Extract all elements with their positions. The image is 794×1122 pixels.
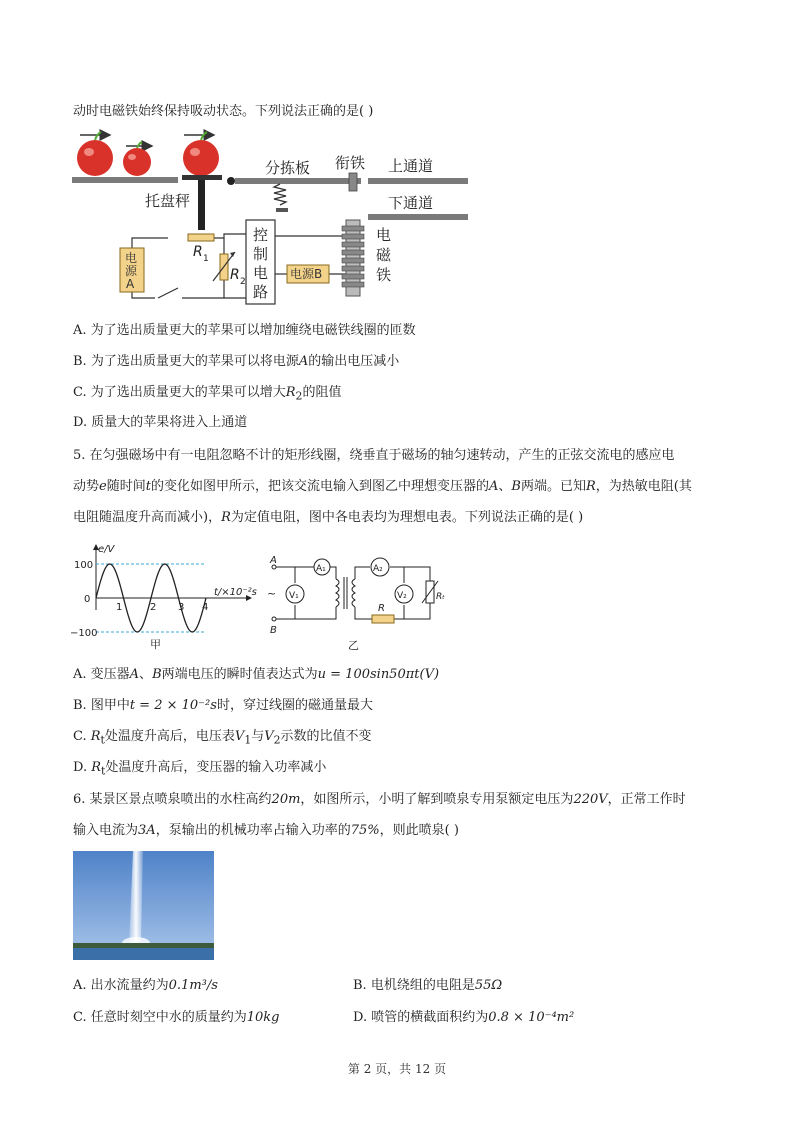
apple-icon bbox=[183, 132, 219, 176]
x-tick-label: 2 bbox=[150, 602, 157, 613]
q5-option-b: B. 图甲中t = 2 × 10⁻²s时，穿过线圈的磁通量最大 bbox=[73, 698, 373, 713]
q4-stem-tail: 动时电磁铁始终保持吸动状态。下列说法正确的是( ) bbox=[73, 104, 374, 119]
x-axis-label: t/×10⁻²s bbox=[214, 587, 257, 598]
x-tick-label: 1 bbox=[116, 602, 123, 613]
svg-text:V₁: V₁ bbox=[289, 591, 299, 601]
left-conveyor bbox=[72, 177, 178, 183]
svg-text:控: 控 bbox=[253, 226, 269, 244]
svg-text:V₂: V₂ bbox=[397, 591, 407, 601]
q4-option-d: D. 质量大的苹果将进入上通道 bbox=[73, 415, 248, 430]
svg-text:A: A bbox=[126, 277, 135, 291]
q6-option-a: A. 出水流量约为0.1m³/s bbox=[73, 978, 218, 993]
upper-channel bbox=[368, 178, 468, 184]
fountain-photo bbox=[73, 851, 214, 960]
label-armature: 衔铁 bbox=[335, 154, 366, 172]
y-axis-label: e/V bbox=[98, 544, 115, 555]
svg-text:A₁: A₁ bbox=[316, 564, 326, 574]
y-tick-label: 0 bbox=[84, 594, 91, 605]
electromagnet bbox=[342, 220, 364, 296]
x-tick-label: 4 bbox=[202, 602, 209, 613]
label-lower: 下通道 bbox=[388, 194, 434, 212]
svg-text:1: 1 bbox=[203, 254, 209, 264]
q4-option-b: B. 为了选出质量更大的苹果可以将电源A的输出电压减小 bbox=[73, 354, 400, 369]
apple-icon bbox=[77, 132, 113, 176]
q5-option-a: A. 变压器A、B两端电压的瞬时值表达式为u = 100sin50πt(V) bbox=[73, 667, 440, 682]
tray-scale-post bbox=[198, 180, 205, 230]
terminal-a-label: A bbox=[270, 555, 277, 566]
lower-channel bbox=[368, 214, 468, 220]
label-upper: 上通道 bbox=[388, 157, 434, 175]
label-source-b: 电源B bbox=[290, 267, 323, 281]
q5-option-c: C. $R_t$处温度升高后，电压表$V_1$与$V_2$示数的比值不变 bbox=[73, 729, 372, 747]
svg-text:路: 路 bbox=[253, 283, 269, 301]
ac-symbol: ~ bbox=[267, 587, 277, 600]
q6-option-d: D. 喷管的横截面积约为0.8 × 10⁻⁴m² bbox=[353, 1010, 575, 1025]
label-sorter: 分拣板 bbox=[265, 159, 311, 177]
q5-stem-line2: 动势e随时间t的变化如图甲所示，把该交流电输入到图乙中理想变压器的A、B两端。已知R，为热敏电阻(其 bbox=[73, 479, 692, 494]
svg-text:铁: 铁 bbox=[376, 266, 392, 284]
tray-scale-plate bbox=[182, 175, 222, 180]
q4-apple-sorter-figure bbox=[70, 126, 480, 306]
svg-text:电: 电 bbox=[376, 226, 392, 244]
svg-text:2: 2 bbox=[240, 277, 246, 287]
svg-text:制: 制 bbox=[253, 245, 269, 263]
q6-stem-line1: 6. 某景区景点喷泉喷出的水柱高约20m，如图所示，小明了解到喷泉专用泵额定电压为220V，正常工作时 bbox=[73, 792, 686, 807]
terminal-b-label: B bbox=[270, 625, 277, 636]
label-tray: 托盘秤 bbox=[145, 192, 191, 210]
circuit-caption: 乙 bbox=[348, 639, 359, 652]
sorter-pivot bbox=[227, 177, 235, 185]
q5-sine-chart bbox=[70, 540, 260, 652]
spring-base bbox=[276, 208, 288, 212]
svg-text:磁: 磁 bbox=[376, 246, 392, 264]
q6-option-c: C. 任意时刻空中水的质量约为10kg bbox=[73, 1010, 280, 1025]
y-tick-label: −100 bbox=[70, 628, 98, 639]
resistor-r1 bbox=[188, 234, 214, 241]
y-tick-label: 100 bbox=[74, 560, 94, 571]
svg-text:A₂: A₂ bbox=[373, 564, 383, 574]
q5-stem-line1: 5. 在匀强磁场中有一电阻忽略不计的矩形线圈，绕垂直于磁场的轴匀速转动，产生的正弦交流电的感应电 bbox=[73, 448, 675, 463]
armature bbox=[349, 173, 357, 191]
q6-option-b: B. 电机绕组的电阻是55Ω bbox=[353, 978, 503, 993]
q4-option-a: A. 为了选出质量更大的苹果可以增加缠绕电磁铁线圈的匝数 bbox=[73, 323, 416, 338]
q5-stem-line3: 电阻随温度升高而减小)，R为定值电阻，图中各电表均为理想电表。下列说法正确的是( ) bbox=[73, 510, 584, 525]
page-footer: 第 2 页，共 12 页 bbox=[347, 1062, 447, 1076]
x-tick-label: 3 bbox=[178, 602, 185, 613]
thermistor-rt-label: Rₜ bbox=[436, 592, 445, 602]
q5-transformer-circuit bbox=[262, 553, 452, 653]
apple-icon bbox=[123, 142, 151, 176]
q4-option-c: C. 为了选出质量更大的苹果可以增大$R_2$的阻值 bbox=[73, 385, 342, 403]
spring-icon bbox=[274, 184, 286, 205]
label-r2: R bbox=[230, 267, 240, 283]
q5-option-d: D. $R_t$处温度升高后，变压器的输入功率减小 bbox=[73, 760, 327, 778]
label-r1: R bbox=[193, 244, 203, 260]
resistor-r-label: R bbox=[378, 603, 385, 614]
resistor-r bbox=[372, 615, 394, 623]
sorter-plate bbox=[235, 178, 361, 184]
q6-stem-line2: 输入电流为3A，泵输出的机械功率占输入功率的75%，则此喷泉( ) bbox=[73, 823, 459, 838]
svg-text:电: 电 bbox=[125, 251, 138, 265]
svg-text:电: 电 bbox=[253, 264, 269, 282]
svg-text:源: 源 bbox=[125, 264, 138, 278]
chart-caption: 甲 bbox=[150, 638, 161, 651]
